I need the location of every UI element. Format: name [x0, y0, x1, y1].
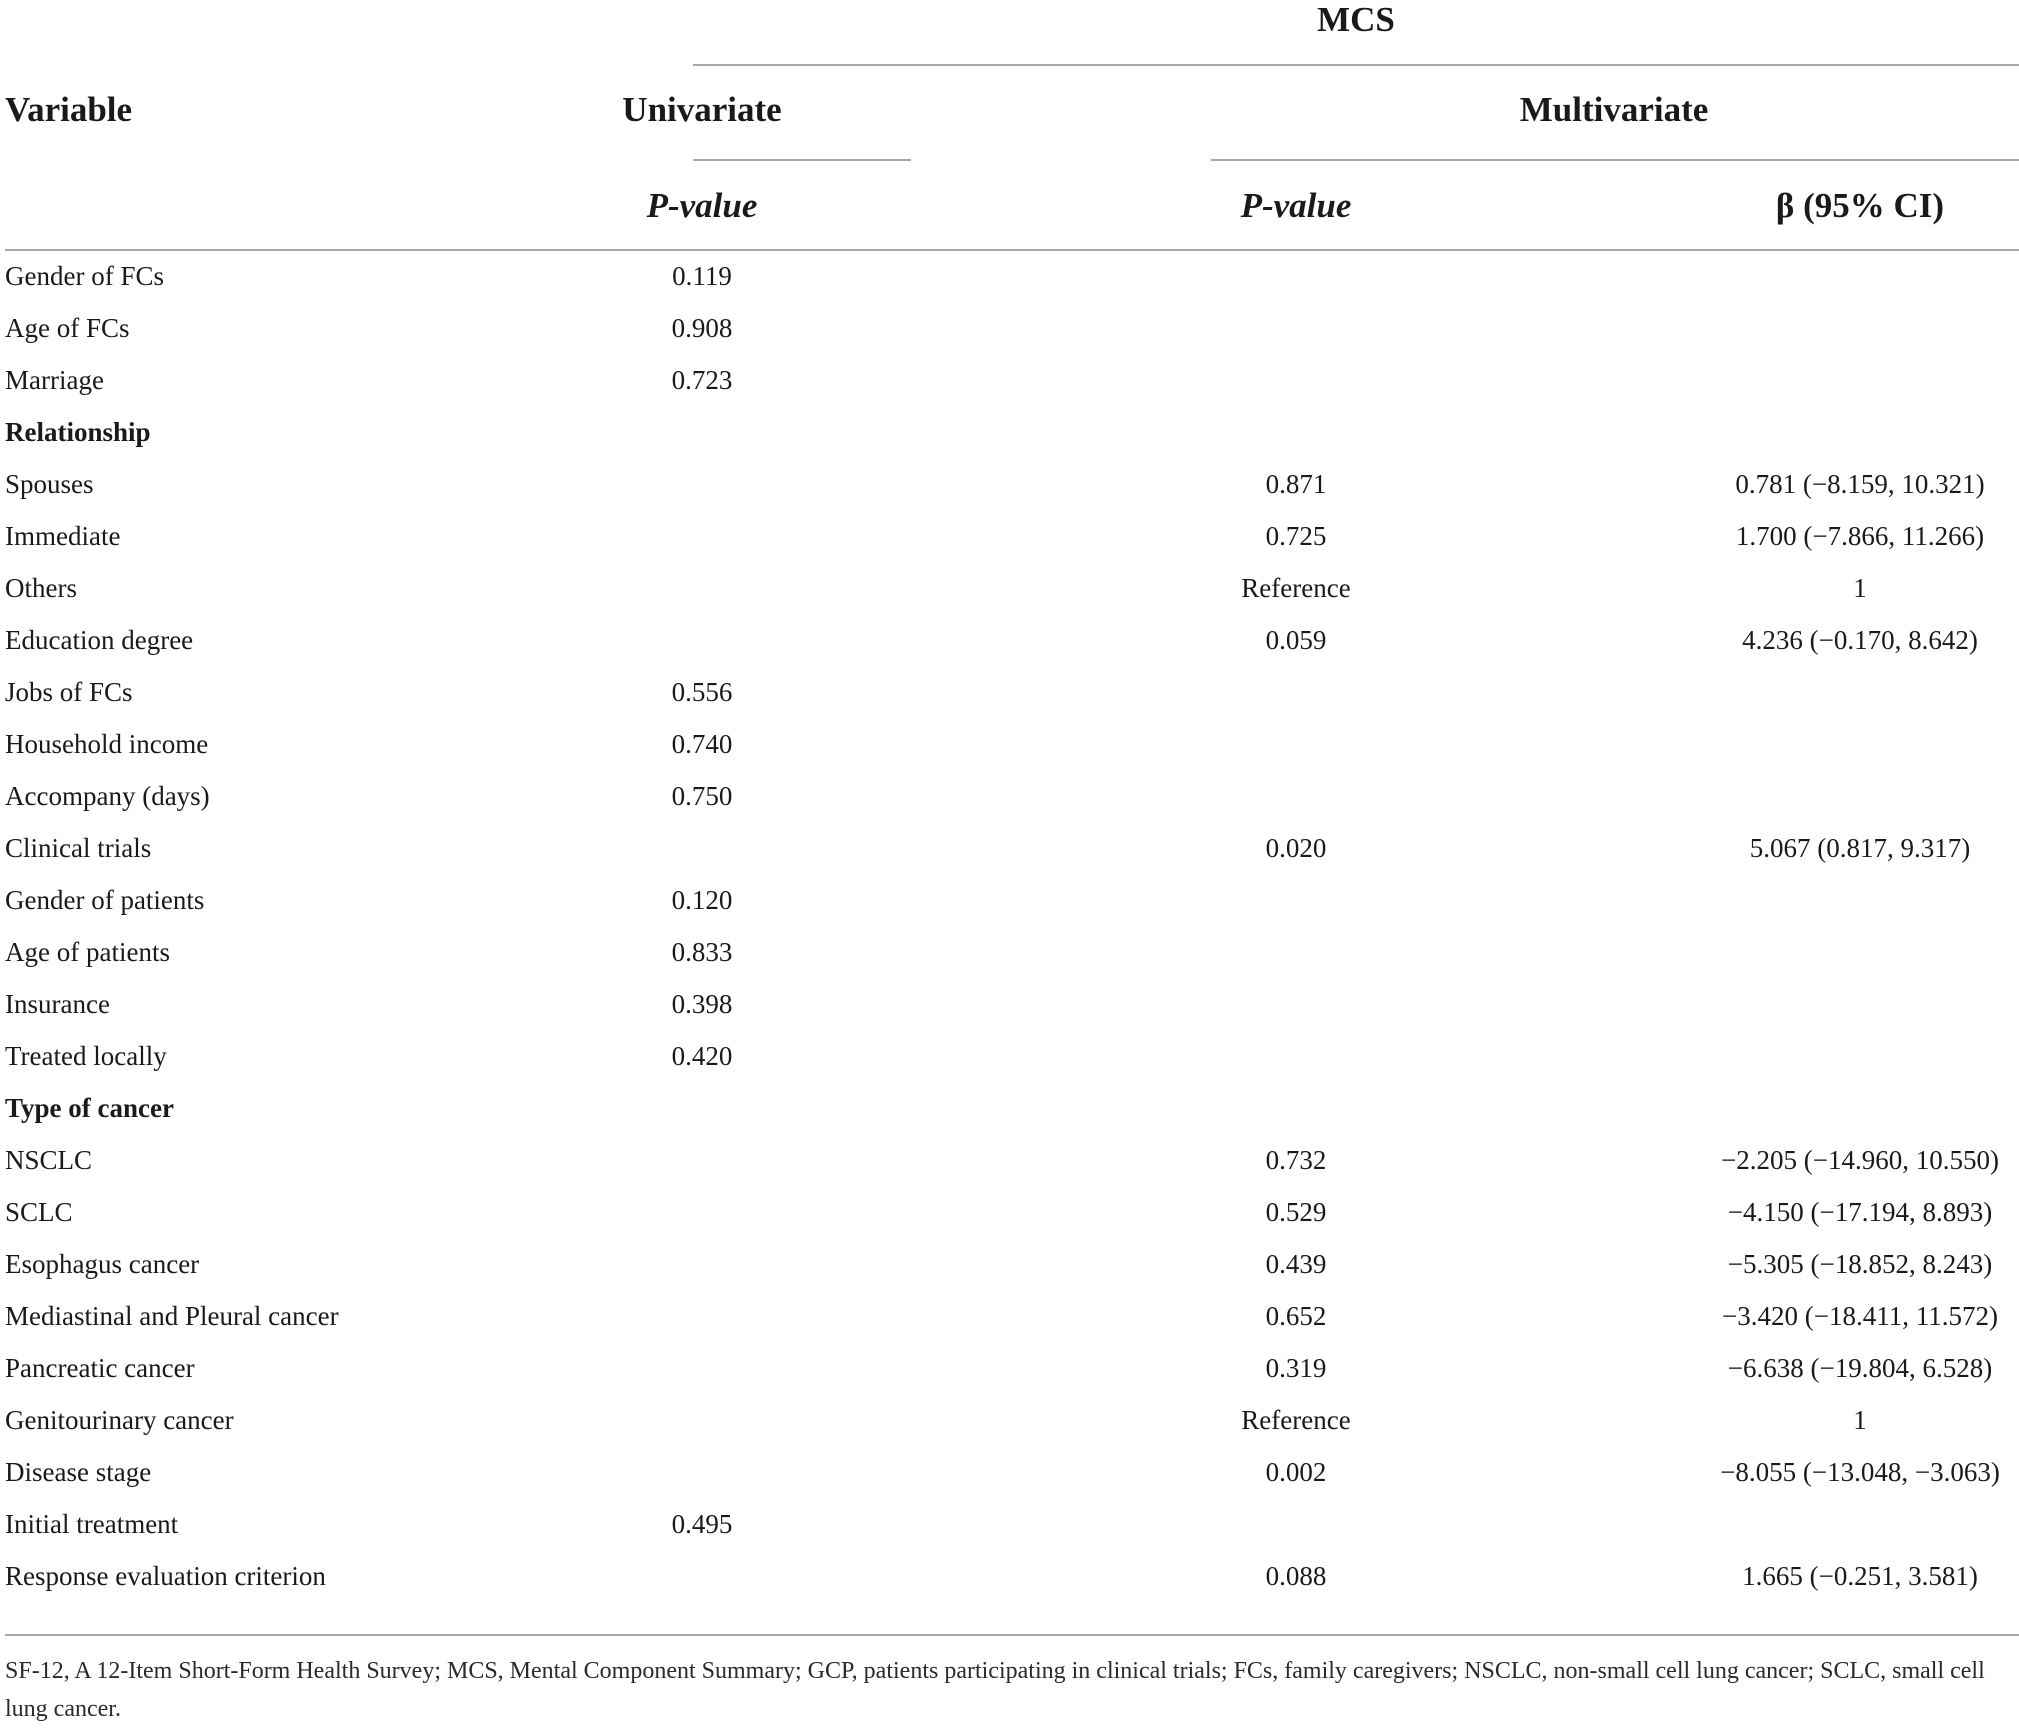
multivariate-pvalue-cell: 0.725	[1265, 521, 1327, 551]
univariate-pvalue-cell: 0.833	[671, 937, 733, 967]
univariate-pvalue-cell: 0.723	[671, 365, 733, 395]
univariate-pvalue-header: P-value	[646, 186, 758, 225]
table-row	[0, 874, 2019, 926]
beta-ci-cell: −6.638 (−19.804, 6.528)	[1727, 1353, 1993, 1383]
multivariate-header: Multivariate	[1519, 90, 1709, 129]
univariate-pvalue-cell: 0.420	[671, 1041, 733, 1071]
table-row	[0, 510, 2019, 562]
univariate-pvalue-cell: 0.908	[671, 313, 733, 343]
table-row	[0, 822, 2019, 874]
multivariate-pvalue-cell: 0.652	[1265, 1301, 1327, 1331]
table-row	[0, 1498, 2019, 1550]
variable-cell: Mediastinal and Pleural cancer	[5, 1301, 339, 1331]
beta-ci-cell: 1.700 (−7.866, 11.266)	[1735, 521, 1985, 551]
table-row	[0, 926, 2019, 978]
table-row	[0, 1290, 2019, 1342]
table-row	[0, 1342, 2019, 1394]
multivariate-pvalue-cell: 0.529	[1265, 1197, 1327, 1227]
multivariate-pvalue-cell: 0.002	[1265, 1457, 1327, 1487]
variable-cell: Initial treatment	[5, 1509, 179, 1539]
beta-ci-cell: −2.205 (−14.960, 10.550)	[1721, 1145, 1999, 1175]
table-row	[0, 666, 2019, 718]
rule-under-univariate	[693, 159, 911, 161]
variable-cell: Type of cancer	[5, 1093, 174, 1123]
table-row	[0, 1134, 2019, 1186]
variable-cell: Gender of FCs	[5, 261, 164, 291]
table-row	[0, 978, 2019, 1030]
multivariate-pvalue-cell: 0.871	[1265, 469, 1327, 499]
variable-cell: Education degree	[5, 625, 194, 655]
variable-cell: Spouses	[5, 469, 94, 499]
beta-ci-cell: −5.305 (−18.852, 8.243)	[1727, 1249, 1993, 1279]
univariate-pvalue-cell: 0.556	[671, 677, 733, 707]
variable-cell: Disease stage	[5, 1457, 152, 1487]
beta-ci-cell: 1	[1853, 1405, 1867, 1435]
table-row	[0, 1446, 2019, 1498]
table-footnote: SF-12, A 12-Item Short-Form Health Survey; MCS, Mental Component Summary; GCP, patients participating in clinical trials; FCs, family caregivers; NSCLC, non-small cell lung cancer; SCLC, small cell lung cancer.	[5, 1658, 1985, 1722]
univariate-pvalue-cell: 0.740	[671, 729, 733, 759]
table-row	[0, 1186, 2019, 1238]
table-row	[0, 614, 2019, 666]
section-header-row	[0, 1082, 2019, 1134]
variable-cell: Genitourinary cancer	[5, 1405, 234, 1435]
variable-cell: SCLC	[5, 1197, 73, 1227]
multivariate-pvalue-cell: 0.020	[1265, 833, 1327, 863]
variable-cell: Gender of patients	[5, 885, 205, 915]
table-row	[0, 354, 2019, 406]
beta-ci-cell: 1	[1853, 573, 1867, 603]
beta-ci-cell: 4.236 (−0.170, 8.642)	[1742, 625, 1978, 655]
table-row	[0, 458, 2019, 510]
multivariate-pvalue-cell: 0.059	[1265, 625, 1327, 655]
beta-ci-cell: 0.781 (−8.159, 10.321)	[1735, 469, 1985, 499]
table-row	[0, 1394, 2019, 1446]
variable-cell: Marriage	[5, 365, 104, 395]
variable-cell: Jobs of FCs	[5, 677, 133, 707]
multivariate-pvalue-header: P-value	[1240, 186, 1352, 225]
variable-cell: Relationship	[5, 417, 151, 447]
variable-cell: Insurance	[5, 989, 110, 1019]
beta-ci-header: β (95% CI)	[1775, 186, 1945, 225]
variable-cell: Response evaluation criterion	[5, 1561, 326, 1591]
variable-header: Variable	[5, 90, 133, 129]
univariate-pvalue-cell: 0.495	[671, 1509, 733, 1539]
section-header-row	[0, 406, 2019, 458]
variable-cell: Clinical trials	[5, 833, 152, 863]
table-row	[0, 1030, 2019, 1082]
table-row	[0, 718, 2019, 770]
beta-ci-cell: −3.420 (−18.411, 11.572)	[1722, 1301, 1998, 1331]
beta-ci-cell: 1.665 (−0.251, 3.581)	[1742, 1561, 1978, 1591]
variable-cell: Esophagus cancer	[5, 1249, 200, 1279]
table-row	[0, 562, 2019, 614]
table-row	[0, 1238, 2019, 1290]
group-title-mcs: MCS	[1317, 0, 1395, 39]
rule-under-mcs	[693, 64, 2019, 66]
variable-cell: Accompany (days)	[5, 781, 210, 811]
univariate-pvalue-cell: 0.120	[671, 885, 733, 915]
variable-cell: Immediate	[5, 521, 121, 551]
variable-cell: Pancreatic cancer	[5, 1353, 195, 1383]
univariate-pvalue-cell: 0.398	[671, 989, 733, 1019]
beta-ci-cell: −4.150 (−17.194, 8.893)	[1727, 1197, 1993, 1227]
rule-table-bottom	[5, 1634, 2019, 1636]
variable-cell: Household income	[5, 729, 209, 759]
multivariate-pvalue-cell: Reference	[1241, 573, 1351, 603]
rule-under-multivariate	[1211, 159, 2019, 161]
table-row	[0, 250, 2019, 302]
variable-cell: Age of FCs	[5, 313, 130, 343]
variable-cell: Treated locally	[5, 1041, 167, 1071]
multivariate-pvalue-cell: 0.732	[1265, 1145, 1327, 1175]
univariate-pvalue-cell: 0.119	[672, 261, 732, 291]
multivariate-pvalue-cell: 0.319	[1265, 1353, 1327, 1383]
table-row	[0, 770, 2019, 822]
multivariate-pvalue-cell: 0.088	[1265, 1561, 1327, 1591]
beta-ci-cell: 5.067 (0.817, 9.317)	[1749, 833, 1971, 863]
variable-cell: Age of patients	[5, 937, 170, 967]
multivariate-pvalue-cell: 0.439	[1265, 1249, 1327, 1279]
beta-ci-cell: −8.055 (−13.048, −3.063)	[1720, 1457, 2000, 1487]
table-body	[0, 250, 2019, 1602]
univariate-header: Univariate	[622, 90, 782, 129]
table-row	[0, 1550, 2019, 1602]
variable-cell: Others	[5, 573, 77, 603]
univariate-pvalue-cell: 0.750	[671, 781, 733, 811]
table-row	[0, 302, 2019, 354]
variable-cell: NSCLC	[5, 1145, 93, 1175]
multivariate-pvalue-cell: Reference	[1241, 1405, 1351, 1435]
